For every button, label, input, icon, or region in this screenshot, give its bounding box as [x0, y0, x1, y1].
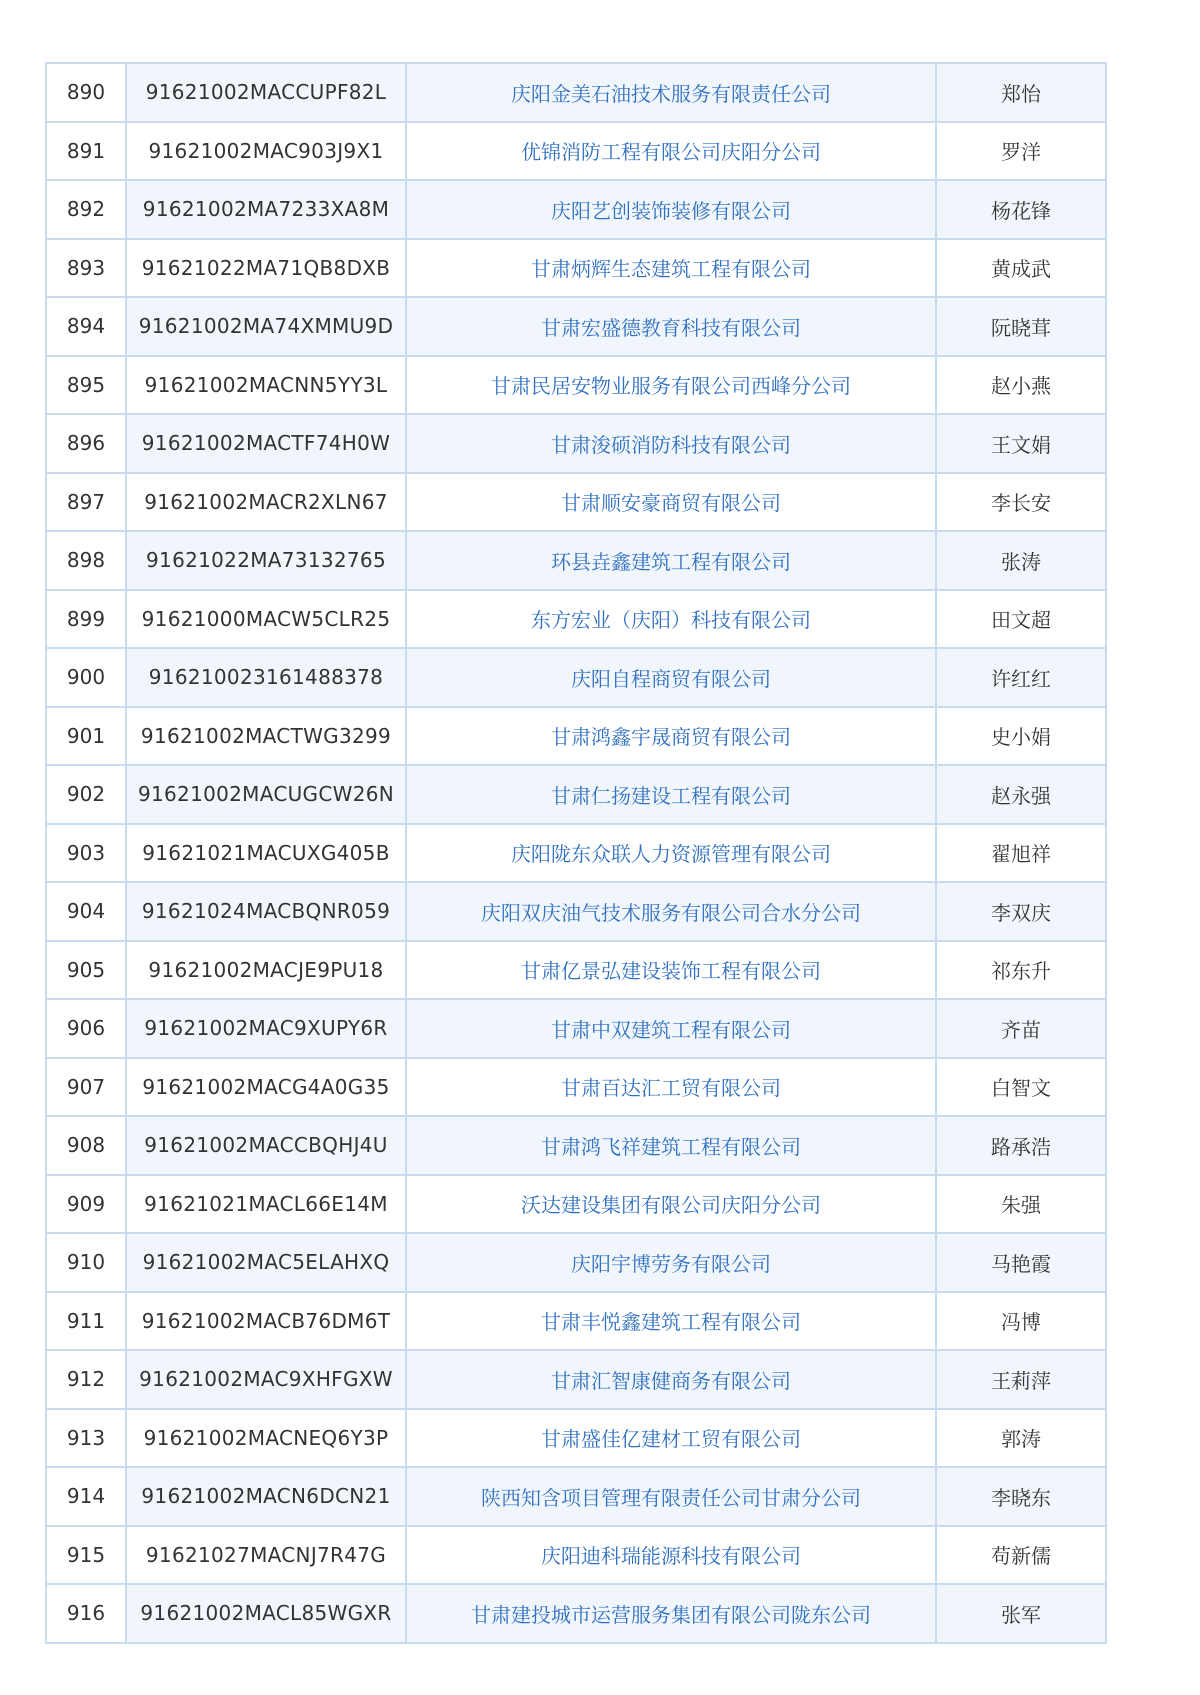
table-row: [46, 1350, 1106, 1409]
legal-representative-cell: 苟新儒: [936, 1526, 1106, 1585]
table-row: [46, 765, 1106, 824]
table-row: [46, 1409, 1106, 1468]
table-row: [46, 1175, 1106, 1234]
credit-code-cell: 91621022MA73132765: [126, 531, 406, 590]
credit-code-cell: 91621002MACL85WGXR: [126, 1584, 406, 1643]
legal-representative-cell: 王文娟: [936, 414, 1106, 473]
credit-code-cell: 916210023161488378: [126, 648, 406, 707]
row-number-cell: 906: [46, 999, 126, 1058]
company-name-link[interactable]: 庆阳自程商贸有限公司: [406, 648, 936, 707]
legal-representative-cell: 赵永强: [936, 765, 1106, 824]
company-name-link[interactable]: 甘肃丰悦鑫建筑工程有限公司: [406, 1292, 936, 1351]
credit-code-cell: 91621027MACNJ7R47G: [126, 1526, 406, 1585]
row-number-cell: 900: [46, 648, 126, 707]
row-number-cell: 915: [46, 1526, 126, 1585]
row-number-cell: 907: [46, 1058, 126, 1117]
credit-code-cell: 91621002MACTF74H0W: [126, 414, 406, 473]
table-row: [46, 707, 1106, 766]
company-name-link[interactable]: 庆阳迪科瑞能源科技有限公司: [406, 1526, 936, 1585]
credit-code-cell: 91621000MACW5CLR25: [126, 590, 406, 649]
credit-code-cell: 91621002MACJE9PU18: [126, 941, 406, 1000]
row-number-cell: 899: [46, 590, 126, 649]
legal-representative-cell: 齐苗: [936, 999, 1106, 1058]
company-name-link[interactable]: 陕西知含项目管理有限责任公司甘肃分公司: [406, 1467, 936, 1526]
table-row: [46, 122, 1106, 181]
table-row: [46, 356, 1106, 415]
legal-representative-cell: 郑怡: [936, 63, 1106, 122]
company-name-link[interactable]: 庆阳陇东众联人力资源管理有限公司: [406, 824, 936, 883]
credit-code-cell: 91621021MACL66E14M: [126, 1175, 406, 1234]
row-number-cell: 895: [46, 356, 126, 415]
company-name-link[interactable]: 沃达建设集团有限公司庆阳分公司: [406, 1175, 936, 1234]
table-row: [46, 239, 1106, 298]
legal-representative-cell: 黄成武: [936, 239, 1106, 298]
legal-representative-cell: 赵小燕: [936, 356, 1106, 415]
legal-representative-cell: 白智文: [936, 1058, 1106, 1117]
row-number-cell: 890: [46, 63, 126, 122]
company-name-link[interactable]: 甘肃盛佳亿建材工贸有限公司: [406, 1409, 936, 1468]
credit-code-cell: 91621002MAC903J9X1: [126, 122, 406, 181]
company-name-link[interactable]: 甘肃浚硕消防科技有限公司: [406, 414, 936, 473]
company-list-table: [45, 62, 1107, 1644]
company-name-link[interactable]: 甘肃鸿飞祥建筑工程有限公司: [406, 1116, 936, 1175]
table-row: [46, 648, 1106, 707]
company-list-table-container: [45, 62, 1105, 1644]
company-name-link[interactable]: 庆阳双庆油气技术服务有限公司合水分公司: [406, 882, 936, 941]
company-name-link[interactable]: 甘肃百达汇工贸有限公司: [406, 1058, 936, 1117]
credit-code-cell: 91621002MACG4A0G35: [126, 1058, 406, 1117]
company-name-link[interactable]: 甘肃顺安豪商贸有限公司: [406, 473, 936, 532]
row-number-cell: 905: [46, 941, 126, 1000]
company-name-link[interactable]: 甘肃建投城市运营服务集团有限公司陇东公司: [406, 1584, 936, 1643]
table-row: [46, 882, 1106, 941]
row-number-cell: 912: [46, 1350, 126, 1409]
company-name-link[interactable]: 甘肃炳辉生态建筑工程有限公司: [406, 239, 936, 298]
legal-representative-cell: 路承浩: [936, 1116, 1106, 1175]
credit-code-cell: 91621024MACBQNR059: [126, 882, 406, 941]
legal-representative-cell: 马艳霞: [936, 1233, 1106, 1292]
row-number-cell: 897: [46, 473, 126, 532]
row-number-cell: 904: [46, 882, 126, 941]
credit-code-cell: 91621021MACUXG405B: [126, 824, 406, 883]
legal-representative-cell: 郭涛: [936, 1409, 1106, 1468]
table-row: [46, 63, 1106, 122]
company-name-link[interactable]: 庆阳金美石油技术服务有限责任公司: [406, 63, 936, 122]
table-row: [46, 1116, 1106, 1175]
table-row: [46, 999, 1106, 1058]
credit-code-cell: 91621002MACN6DCN21: [126, 1467, 406, 1526]
legal-representative-cell: 冯博: [936, 1292, 1106, 1351]
legal-representative-cell: 杨花锋: [936, 180, 1106, 239]
legal-representative-cell: 罗洋: [936, 122, 1106, 181]
legal-representative-cell: 祁东升: [936, 941, 1106, 1000]
credit-code-cell: 91621002MA74XMMU9D: [126, 297, 406, 356]
legal-representative-cell: 李长安: [936, 473, 1106, 532]
legal-representative-cell: 李双庆: [936, 882, 1106, 941]
table-row: [46, 1584, 1106, 1643]
legal-representative-cell: 田文超: [936, 590, 1106, 649]
row-number-cell: 908: [46, 1116, 126, 1175]
credit-code-cell: 91621002MAC9XUPY6R: [126, 999, 406, 1058]
row-number-cell: 898: [46, 531, 126, 590]
company-name-link[interactable]: 甘肃亿景弘建设装饰工程有限公司: [406, 941, 936, 1000]
company-name-link[interactable]: 环县垚鑫建筑工程有限公司: [406, 531, 936, 590]
table-row: [46, 1233, 1106, 1292]
row-number-cell: 901: [46, 707, 126, 766]
row-number-cell: 902: [46, 765, 126, 824]
legal-representative-cell: 王莉萍: [936, 1350, 1106, 1409]
legal-representative-cell: 张军: [936, 1584, 1106, 1643]
credit-code-cell: 91621002MACNEQ6Y3P: [126, 1409, 406, 1468]
company-name-link[interactable]: 庆阳宇博劳务有限公司: [406, 1233, 936, 1292]
credit-code-cell: 91621002MAC9XHFGXW: [126, 1350, 406, 1409]
credit-code-cell: 91621002MACCUPF82L: [126, 63, 406, 122]
legal-representative-cell: 张涛: [936, 531, 1106, 590]
row-number-cell: 891: [46, 122, 126, 181]
table-row: [46, 1526, 1106, 1585]
company-name-link[interactable]: 甘肃汇智康健商务有限公司: [406, 1350, 936, 1409]
company-name-link[interactable]: 甘肃民居安物业服务有限公司西峰分公司: [406, 356, 936, 415]
credit-code-cell: 91621002MACR2XLN67: [126, 473, 406, 532]
table-body: [46, 63, 1106, 1643]
credit-code-cell: 91621002MACTWG3299: [126, 707, 406, 766]
company-name-link[interactable]: 甘肃宏盛德教育科技有限公司: [406, 297, 936, 356]
credit-code-cell: 91621002MACB76DM6T: [126, 1292, 406, 1351]
legal-representative-cell: 朱强: [936, 1175, 1106, 1234]
table-row: [46, 1292, 1106, 1351]
row-number-cell: 913: [46, 1409, 126, 1468]
credit-code-cell: 91621002MAC5ELAHXQ: [126, 1233, 406, 1292]
credit-code-cell: 91621002MACCBQHJ4U: [126, 1116, 406, 1175]
company-name-link[interactable]: 庆阳艺创装饰装修有限公司: [406, 180, 936, 239]
row-number-cell: 892: [46, 180, 126, 239]
legal-representative-cell: 史小娟: [936, 707, 1106, 766]
row-number-cell: 910: [46, 1233, 126, 1292]
table-row: [46, 590, 1106, 649]
credit-code-cell: 91621002MACNN5YY3L: [126, 356, 406, 415]
table-row: [46, 297, 1106, 356]
row-number-cell: 896: [46, 414, 126, 473]
legal-representative-cell: 阮晓茸: [936, 297, 1106, 356]
table-row: [46, 531, 1106, 590]
table-row: [46, 1058, 1106, 1117]
row-number-cell: 894: [46, 297, 126, 356]
row-number-cell: 903: [46, 824, 126, 883]
table-row: [46, 414, 1106, 473]
table-row: [46, 824, 1106, 883]
table-row: [46, 941, 1106, 1000]
legal-representative-cell: 李晓东: [936, 1467, 1106, 1526]
row-number-cell: 909: [46, 1175, 126, 1234]
company-name-link[interactable]: 优锦消防工程有限公司庆阳分公司: [406, 122, 936, 181]
legal-representative-cell: 翟旭祥: [936, 824, 1106, 883]
credit-code-cell: 91621002MA7233XA8M: [126, 180, 406, 239]
company-name-link[interactable]: 甘肃仁扬建设工程有限公司: [406, 765, 936, 824]
legal-representative-cell: 许红红: [936, 648, 1106, 707]
company-name-link[interactable]: 甘肃中双建筑工程有限公司: [406, 999, 936, 1058]
table-row: [46, 1467, 1106, 1526]
company-name-link[interactable]: 甘肃鸿鑫宇晟商贸有限公司: [406, 707, 936, 766]
row-number-cell: 914: [46, 1467, 126, 1526]
row-number-cell: 916: [46, 1584, 126, 1643]
table-row: [46, 180, 1106, 239]
row-number-cell: 911: [46, 1292, 126, 1351]
row-number-cell: 893: [46, 239, 126, 298]
credit-code-cell: 91621022MA71QB8DXB: [126, 239, 406, 298]
table-row: [46, 473, 1106, 532]
credit-code-cell: 91621002MACUGCW26N: [126, 765, 406, 824]
company-name-link[interactable]: 东方宏业（庆阳）科技有限公司: [406, 590, 936, 649]
